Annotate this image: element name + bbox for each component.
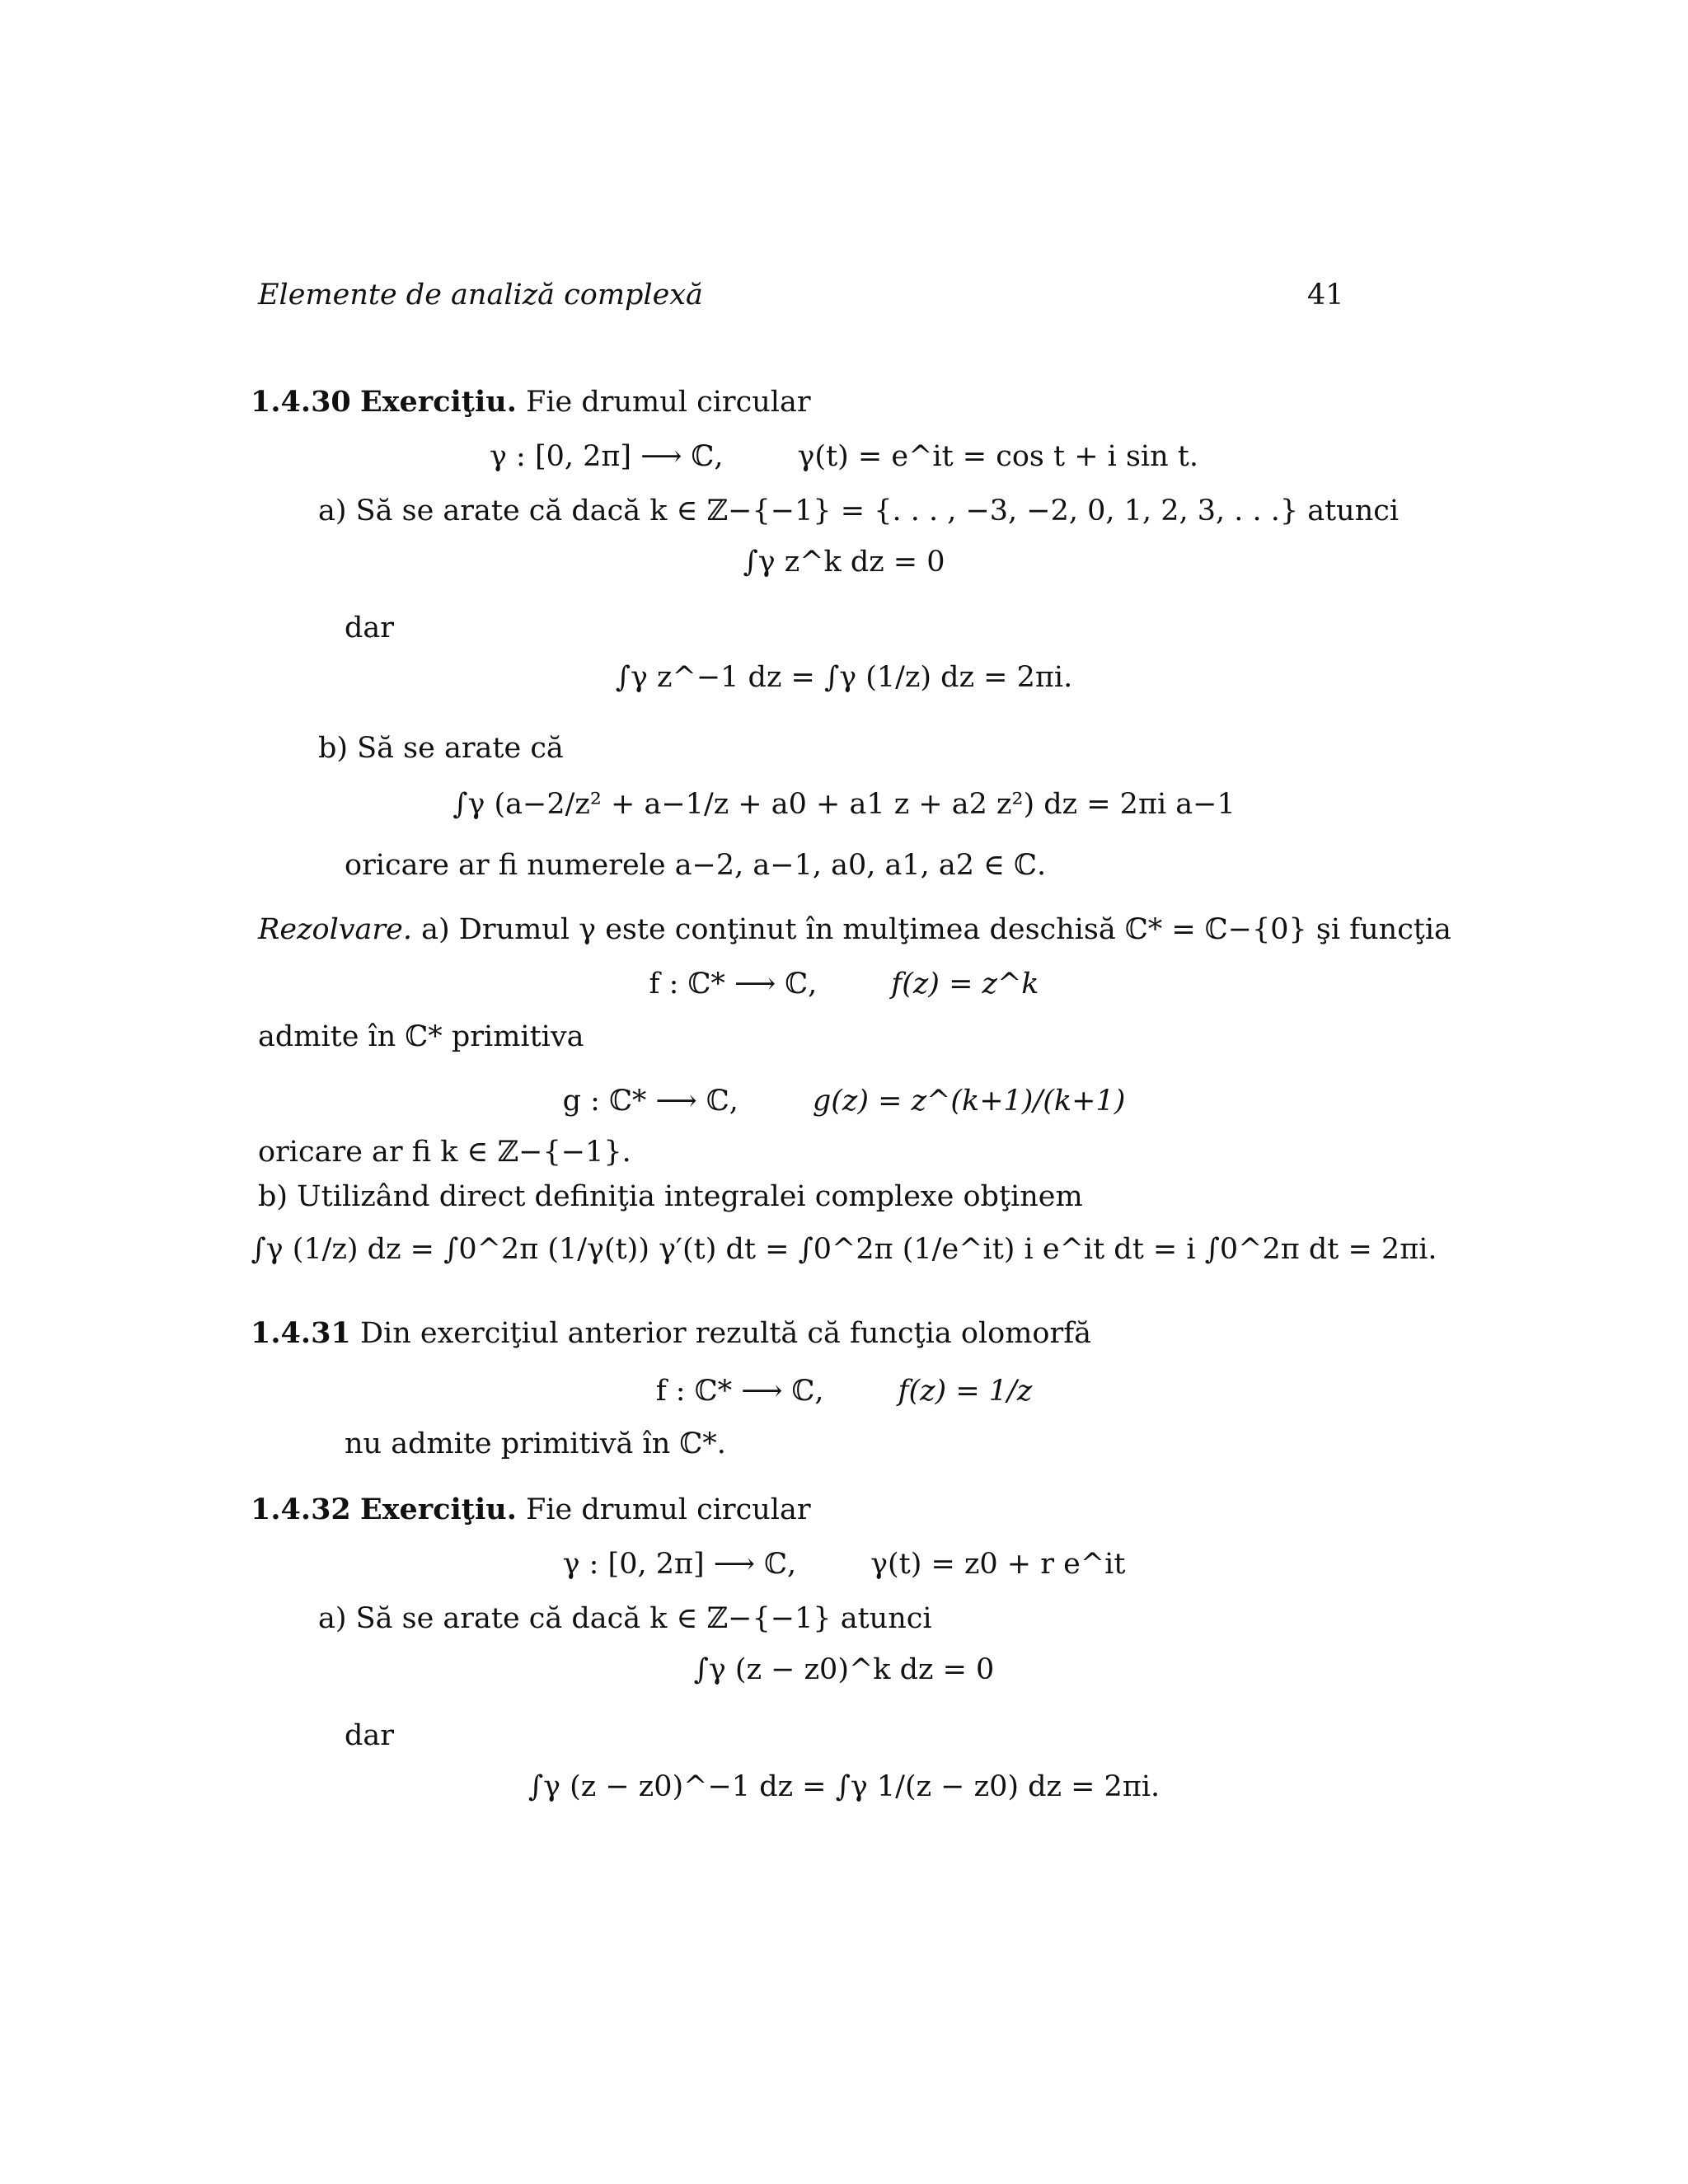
note-f-formula: f(z) = 1/z — [898, 1375, 1033, 1408]
integral-zero-2: ∫γ (z − z0)^k dz = 0 — [693, 1653, 995, 1686]
exercise-1-4-32-heading — [251, 1492, 811, 1528]
function-f-definition — [0, 966, 1688, 1002]
note-text: Din exerciţiul anterior rezultă că funcţia olomorfă — [359, 1317, 1092, 1350]
path-definition-1 — [0, 438, 1688, 475]
integral-laurent: ∫γ (a−2/z² + a−1/z + a0 + a1 z + a2 z²) dz = 2πi a−1 — [452, 788, 1236, 821]
exercise-intro: Fie drumul circular — [526, 386, 811, 419]
f-formula: f(z) = z^k — [891, 968, 1039, 1001]
admits-primitive-text: admite în ℂ* primitiva — [258, 1020, 584, 1053]
note-f-map: f : ℂ* ⟶ ℂ, — [655, 1375, 824, 1408]
g-map: g : ℂ* ⟶ ℂ, — [562, 1085, 738, 1118]
path-formula: γ(t) = e^it = cos t + i sin t. — [797, 440, 1198, 473]
part-a-statement-2: a) Să se arate că dacă k ∈ ℤ−{−1} atunci — [318, 1602, 932, 1635]
path-map: γ : [0, 2π] ⟶ ℂ, — [490, 440, 724, 473]
but-word-2: dar — [345, 1719, 395, 1752]
solution-text-b: b) Utilizând direct definiţia integralei complexe obţinem — [258, 1180, 1083, 1213]
solution-part-a — [258, 912, 1451, 948]
integral-inverse-2: ∫γ (z − z0)^−1 dz = ∫γ 1/(z − z0) dz = 2πi. — [528, 1770, 1160, 1803]
integral-direct-computation: ∫γ (1/z) dz = ∫0^2π (1/γ(t)) γ′(t) dt = ∫0^2π (1/e^it) i e^it dt = i ∫0^2π dt = 2πi. — [251, 1233, 1437, 1266]
g-formula: g(z) = z^(k+1)/(k+1) — [812, 1085, 1126, 1118]
but-word-1: dar — [345, 612, 395, 644]
for-any-k: oricare ar fi k ∈ ℤ−{−1}. — [258, 1136, 631, 1169]
integral-inverse-1: ∫γ z^−1 dz = ∫γ (1/z) dz = 2πi. — [615, 661, 1073, 694]
solution-label: Rezolvare. — [258, 913, 412, 946]
running-header-title: Elemente de analiză complexă — [258, 279, 703, 312]
exercise-number-2: 1.4.32 — [251, 1493, 351, 1526]
integral-zero-1: ∫γ z^k dz = 0 — [743, 546, 945, 579]
page-number: 41 — [1307, 279, 1344, 312]
note-number: 1.4.31 — [251, 1316, 351, 1350]
exercise-kind-2: Exerciţiu. — [359, 1493, 517, 1526]
solution-text-a: a) Drumul γ este conţinut în mulţimea deschisă ℂ* = ℂ−{0} şi funcţia — [421, 913, 1451, 946]
holomorphic-function-definition — [0, 1373, 1688, 1409]
exercise-number: 1.4.30 — [251, 385, 351, 419]
part-a-statement: a) Să se arate că dacă k ∈ ℤ−{−1} = {. . . , −3, −2, 0, 1, 2, 3, . . .} atunci — [318, 494, 1400, 527]
note-1-4-31-heading — [251, 1315, 1091, 1352]
part-b-statement: b) Să se arate că — [318, 732, 564, 765]
exercise-kind: Exerciţiu. — [359, 385, 517, 419]
path-definition-2 — [0, 1546, 1688, 1582]
f-map: f : ℂ* ⟶ ℂ, — [649, 968, 818, 1001]
path-map-2: γ : [0, 2π] ⟶ ℂ, — [562, 1548, 797, 1581]
for-any-coefficients: oricare ar fi numerele a−2, a−1, a0, a1, a2 ∈ ℂ. — [345, 849, 1047, 882]
no-primitive-conclusion: nu admite primitivă în ℂ*. — [345, 1427, 726, 1460]
exercise-1-4-30-heading — [251, 384, 811, 420]
primitive-g-definition — [0, 1083, 1688, 1119]
exercise-intro-2: Fie drumul circular — [526, 1493, 811, 1526]
path-formula-2: γ(t) = z0 + r e^it — [870, 1548, 1126, 1581]
